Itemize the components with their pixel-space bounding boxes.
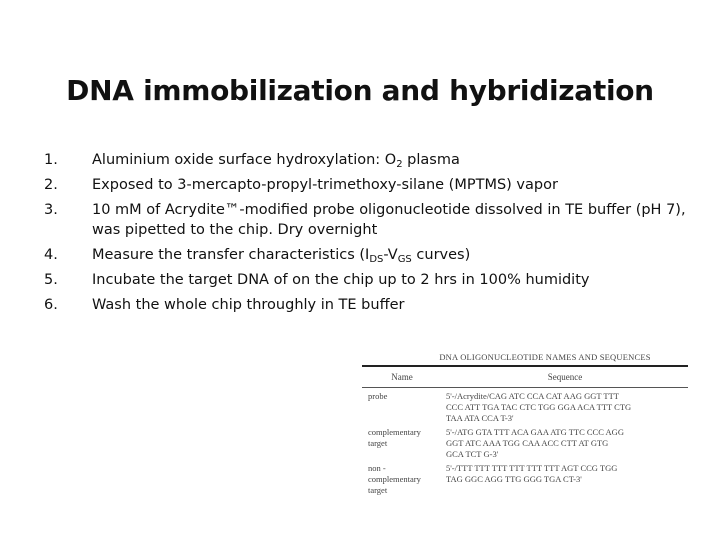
step-number: 1. — [44, 152, 58, 168]
table-caption: DNA OLIGONUCLEOTIDE NAMES AND SEQUENCES — [439, 352, 651, 362]
column-header-sequence: Sequence — [547, 372, 583, 382]
column-header-name: Name — [391, 372, 413, 382]
oligo-sequence: 5'-/Acrydite/CAG ATC CCA CAT AAG GGT TTT CCC ATT TGA TAC CTC TGG GGA ACA TTT CTG TAA ATA CCA T-3' — [446, 391, 632, 423]
table-row — [362, 427, 688, 460]
oligo-name: complementary target — [368, 427, 421, 448]
oligo-sequence: 5'-/TTT TTT TTT TTT TTT TTT AGT CCG TGG TAG GGC AGG TTG GGG TGA CT-3' — [446, 463, 618, 484]
page-title: DNA immobilization and hybridization — [66, 74, 654, 107]
step-number: 2. — [44, 177, 58, 193]
table-header-rule — [362, 387, 688, 388]
list-item — [44, 150, 694, 170]
step-number: 6. — [44, 297, 58, 313]
step-text: Measure the transfer characteristics ($I_{DS}-V_{GS}$ curves) — [92, 247, 471, 265]
step-text: Wash the whole chip throughly in TE buffer — [92, 297, 405, 313]
list-item — [44, 295, 694, 315]
oligo-name: non - complementary target — [368, 463, 421, 495]
table-header — [362, 367, 688, 387]
step-text: Exposed to 3-mercapto-propyl-trimethoxy-silane (MPTMS) vapor — [92, 177, 558, 193]
oligo-name: probe — [368, 391, 388, 401]
step-text: Aluminium oxide surface hydroxylation: $O_2$ plasma — [92, 152, 460, 170]
list-item — [44, 175, 694, 195]
oligonucleotide-table — [362, 352, 688, 508]
list-item — [44, 245, 694, 265]
list-item — [44, 200, 694, 240]
table-row — [362, 391, 688, 424]
table-row — [362, 463, 688, 496]
step-number: 4. — [44, 247, 58, 263]
step-text: 10 mM of Acrydite™-modified probe oligonucleotide dissolved in TE buffer (pH 7), was pipetted to the chip. Dry overnight — [92, 202, 686, 238]
step-number: 5. — [44, 272, 58, 288]
step-number: 3. — [44, 202, 58, 218]
oligo-sequence: 5'-/ATG GTA TTT ACA GAA ATG TTC CCC AGG GGT ATC AAA TGG CAA ACC CTT AT GTG GCA TCT G-3' — [446, 427, 624, 459]
procedure-list — [44, 150, 694, 320]
step-text: Incubate the target DNA of on the chip up to 2 hrs in 100% humidity — [92, 272, 590, 288]
list-item — [44, 270, 694, 290]
